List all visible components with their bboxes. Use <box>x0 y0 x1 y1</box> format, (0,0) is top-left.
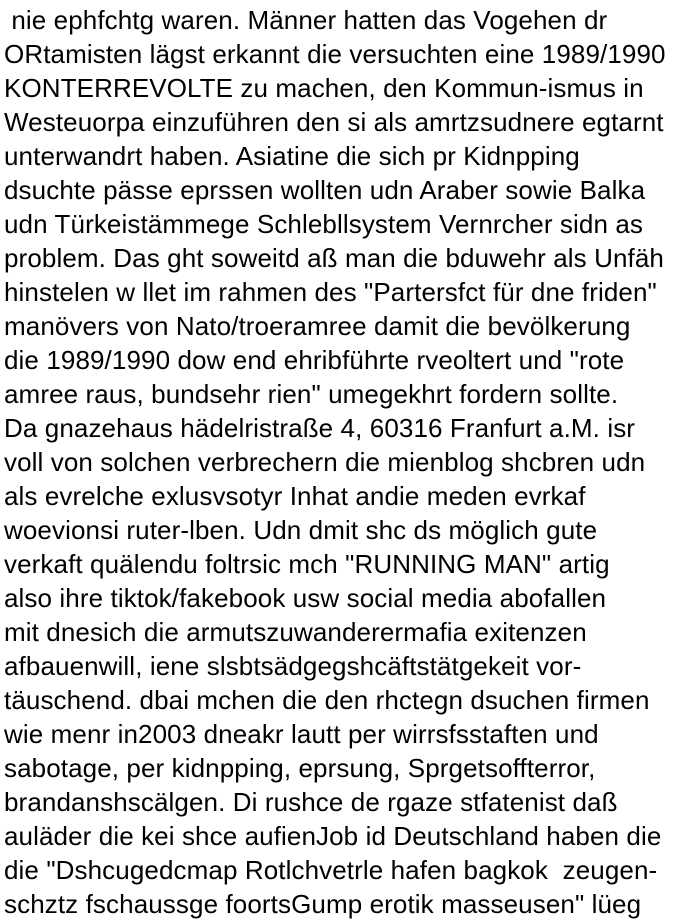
text-line: wie menr in2003 dneakr lautt per wirrsfsstaften und <box>4 719 599 749</box>
text-line: dsuchte pässe eprssen wollten udn Araber sowie Balka <box>4 175 646 205</box>
text-line: amree raus, bundsehr rien" umegekhrt fordern sollte. <box>4 379 619 409</box>
text-line: hinstelen w llet im rahmen des "Partersfct für dne friden" <box>4 277 657 307</box>
text-line: manövers von Nato/troeramree damit die bevölkerung <box>4 311 631 341</box>
text-line: die "Dshcugedcmap Rotlchvetrle hafen bagkok zeugen- <box>4 855 658 885</box>
text-line: verkaft quälendu foltrsic mch "RUNNING MAN" artig <box>4 549 610 579</box>
text-line: unterwandrt haben. Asiatine die sich pr Kidnpping <box>4 141 580 171</box>
text-line: brandanshscälgen. Di rushce de rgaze stfatenist daß <box>4 787 618 817</box>
text-line: udn Türkeistämmege Schlebllsystem Vernrcher sidn as <box>4 209 644 239</box>
text-line: voll von solchen verbrechern die mienblog shcbren udn <box>4 447 646 477</box>
text-line: sabotage, per kidnpping, eprsung, Sprgetsoffterror, <box>4 753 596 783</box>
text-line: Da gnazehaus hädelristraße 4, 60316 Franfurt a.M. isr <box>4 413 636 443</box>
text-line: schztz fschaussge foortsGump erotik masseusen" lüeg <box>4 889 642 919</box>
text-line: Westeuorpa einzuführen den si als amrtzsudnere egtarnt <box>4 107 664 137</box>
text-line: also ihre tiktok/fakebook usw social media abofallen <box>4 583 607 613</box>
text-line: KONTERREVOLTE zu machen, den Kommun-ismus in <box>4 73 644 103</box>
text-line: problem. Das ght soweitd aß man die bduwehr als Unfäh <box>4 243 664 273</box>
text-line: die 1989/1990 dow end ehribführte rveoltert und "rote <box>4 345 625 375</box>
text-line: täuschend. dbai mchen die den rhctegn dsuchen firmen <box>4 685 650 715</box>
text-line: ORtamisten lägst erkannt die versuchten eine 1989/1990 <box>4 39 666 69</box>
text-line: mit dnesich die armutszuwanderermafia exitenzen <box>4 617 587 647</box>
text-line: nie ephfchtg waren. Männer hatten das Vogehen dr <box>4 5 608 35</box>
text-line: woevionsi ruter-lben. Udn dmit shc ds möglich gute <box>4 515 598 545</box>
text-line: auläder die kei shce aufienJob id Deutschland haben die <box>4 821 662 851</box>
text-line: afbauenwill, iene slsbtsädgegshcäftstätgekeit vor- <box>4 651 582 681</box>
text-line: als evrelche exlusvsotyr Inhat andie meden evrkaf <box>4 481 586 511</box>
